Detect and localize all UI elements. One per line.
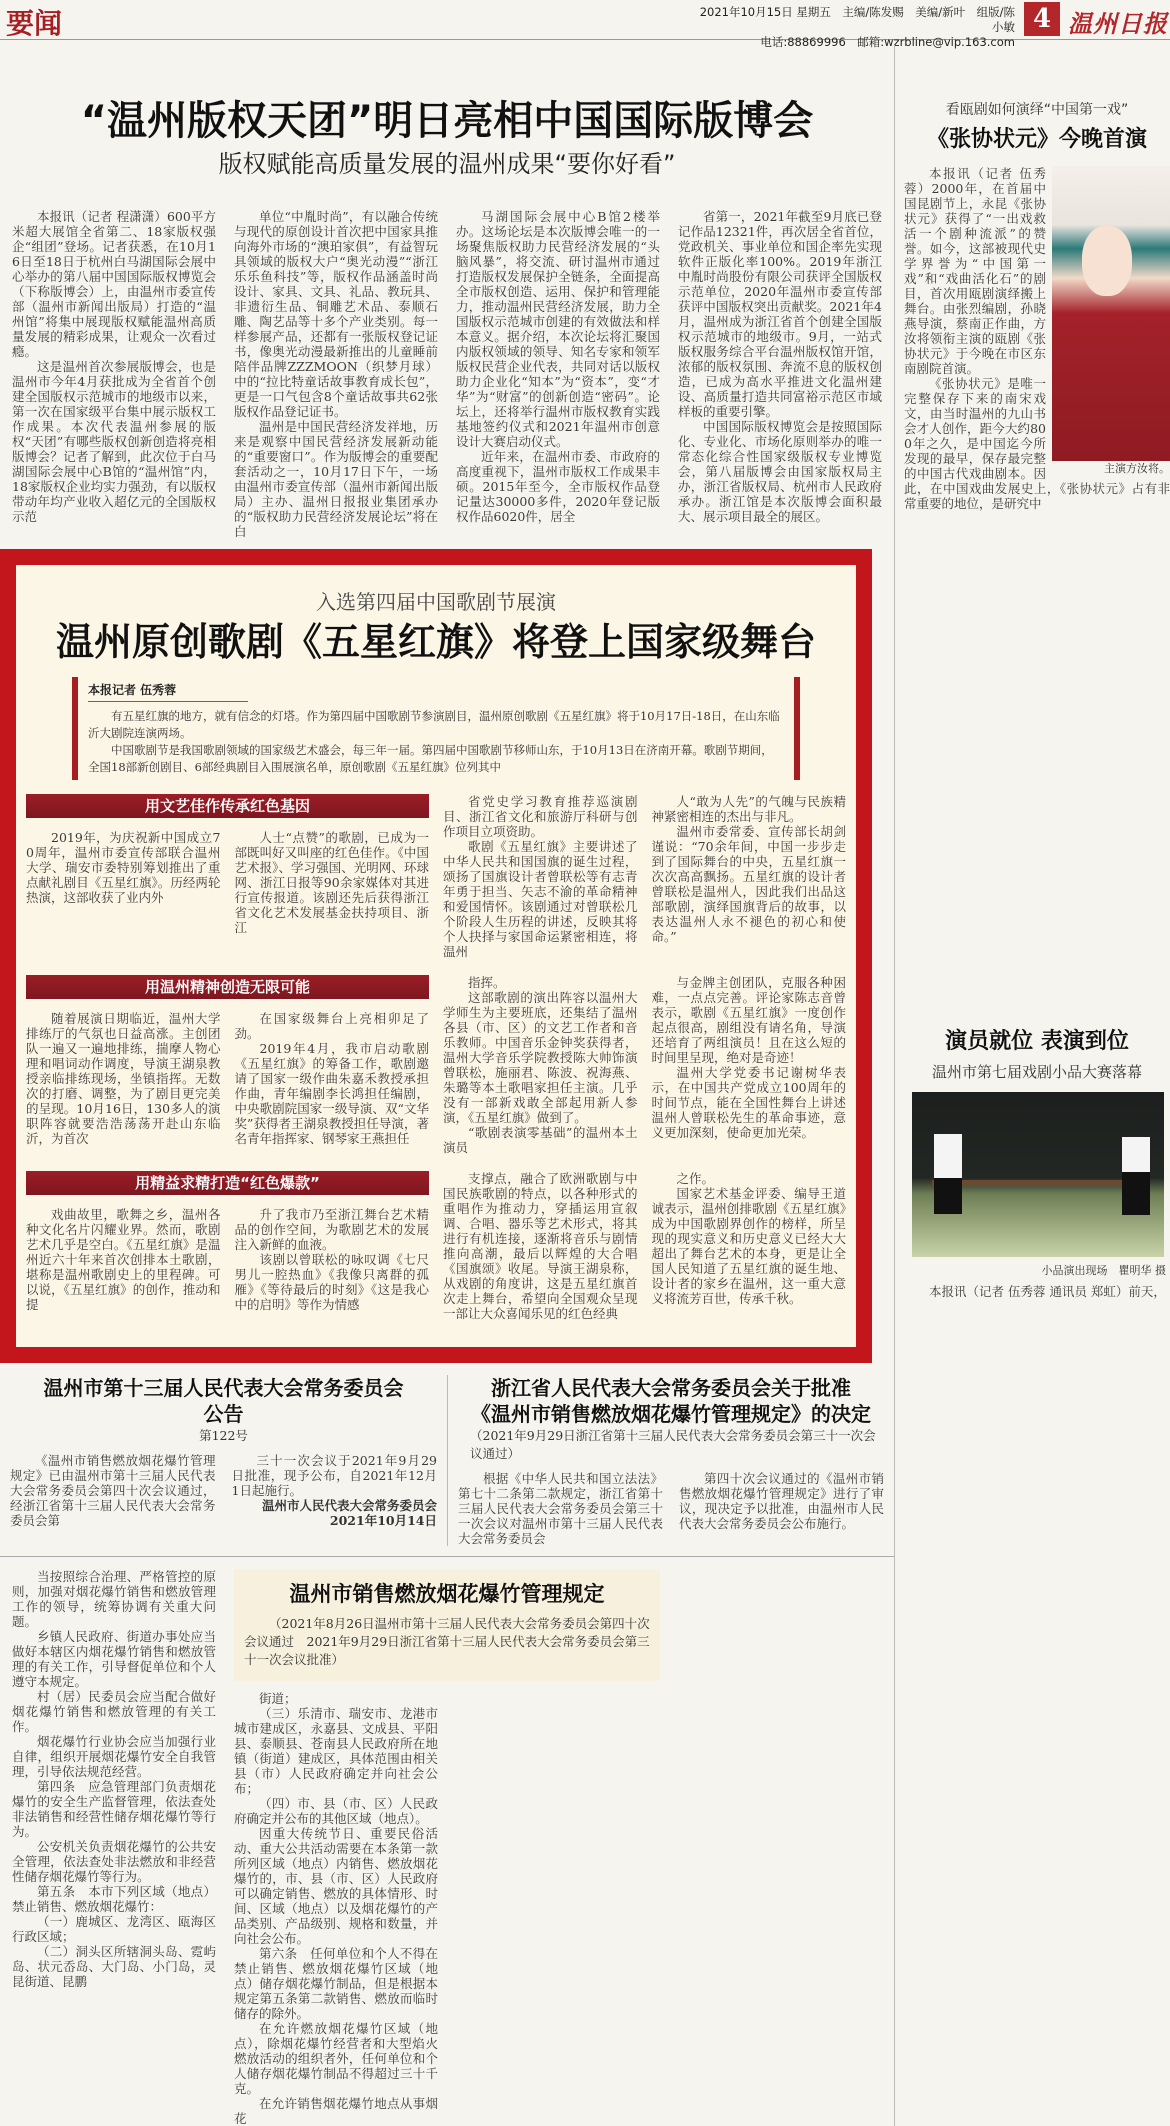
paragraph: 本报讯（记者 程潇潇）600平方米超大展馆全省第二、18家版权强企“组团”登场。记者获悉，在10月16日至18日于杭州白马湖国际会展中心举办的第八届中国国际版权博览会（下称版博会）上，由温州市委宣传部（温州市新闻出版局）打造的“温州馆”将集中展现版权赋能温州高质量发展的精彩成果，让观众一次看过瘾。 xyxy=(12,209,216,359)
feature-column xyxy=(235,1207,430,1321)
paragraph: 温州是中国民营经济发祥地，历来是观察中国民营经济发展新动能的“重要窗口”。作为版博会的重要配套活动之一，10月17日下午，一场由温州市委宣传部（温州市新闻出版局）主办、温州日报报业集团承办的“版权助力民营经济发展论坛”将在白 xyxy=(234,419,438,539)
paragraph: （一）鹿城区、龙湾区、瓯海区行政区域； xyxy=(12,1914,216,1944)
paragraph: 第五条 本市下列区域（地点）禁止销售、燃放烟花爆竹： xyxy=(12,1884,216,1914)
paragraph: 省党史学习教育推荐巡演剧目、浙江省文化和旅游厅科研与创作项目立项资助。 xyxy=(443,794,638,839)
left-area xyxy=(0,45,895,2126)
approval-decision xyxy=(447,1375,894,1546)
announcement-date: 2021年10月14日 xyxy=(329,1513,437,1528)
paragraph: 中国歌剧节是我国歌剧领域的国家级艺术盛会，每三年一届。第四届中国歌剧节移师山东，于10月13日在济南开幕。歌剧节期间，全国18部新创剧目、6部经典剧目入围展演名单，原创歌剧《五星红旗》位列其中 xyxy=(88,743,773,774)
feature-column xyxy=(443,1171,638,1321)
announcement-title-2: 公告 xyxy=(203,1402,244,1426)
feature-lead xyxy=(88,708,784,776)
paragraph: 近年来，在温州市委、市政府的高度重视下，温州市版权工作成果丰硕。2015年至今，全市版权作品登记量达30000多件，2020年登记版权作品6020件，居全 xyxy=(456,449,660,524)
paragraph: 村（居）民委员会应当配合做好烟花爆竹销售和燃放管理的有关工作。 xyxy=(12,1689,216,1734)
paragraph: 戏曲故里，歌舞之乡，温州各种文化名片闪耀业界。然而，歌剧艺术几乎是空白。《五星红旗》是温州近六十年来首次创排本土歌剧，堪称是温州歌剧史上的里程碑。可以说，《五星红旗》的创作，推动和提 xyxy=(26,1207,221,1312)
drama-subtitle: 温州市第七届戏剧小品大赛落幕 xyxy=(931,1063,1142,1081)
paragraph: （三）乐清市、瑞安市、龙港市城市建成区，永嘉县、文成县、平阳县、泰顺县、苍南县人民政府所在地镇（街道）建成区，具体范围由相关县（市）人民政府确定并向社会公布； xyxy=(234,1706,438,1796)
approval-title: 浙江省人民代表大会常务委员会关于批准 xyxy=(491,1376,851,1400)
lead-columns xyxy=(0,209,894,539)
announcement-title: 温州市第十三届人民代表大会常务委员会 xyxy=(43,1376,404,1400)
feature-column xyxy=(26,1207,221,1321)
paragraph: 人“敢为人先”的气魄与民族精神紧密相连的杰出与非凡。 xyxy=(651,794,846,824)
paragraph: 2019年4月，我市启动歌剧《五星红旗》的筹备工作，歌剧邀请了国家一级作曲朱嘉禾教授承担作曲，青年编剧李长鸿担任编剧，中央歌剧院国家一级导演、双“文华奖”获得者王湖泉教授担任导演，著名青年指挥家、钢琴家王燕担任 xyxy=(234,1041,429,1146)
feature-column xyxy=(26,1011,221,1155)
feature-inner xyxy=(16,565,856,1347)
actor-right xyxy=(1122,1137,1150,1215)
section-name: 要闻 xyxy=(6,7,63,40)
announcement-column-2 xyxy=(232,1453,438,1528)
paragraph: 中国国际版权博览会是按照国际化、专业化、市场化原则举办的唯一常态化综合性国家级版权专业博览会，第八届版博会由国家版权局主办，浙江省版权局、杭州市人民政府承办。浙江馆是本次版博会面积最大、展示项目最全的展区。 xyxy=(678,419,882,524)
opera-actor-photo xyxy=(1052,166,1170,461)
regulation xyxy=(0,1557,894,2126)
drama-photo-caption: 小品演出现场 瞿明华 摄 xyxy=(1041,1264,1166,1277)
announcement-column xyxy=(10,1453,216,1528)
paragraph: 《张协状元》是唯一完整保存下来的南宋戏文，由当时温州的九山书会才人创作，距今大约800年之久，是中国迄今所发现的最早，保存最完整的中国古代戏曲剧本。因此，在中国戏曲发展史上，《张协状元》占有非常重要的地位，是研究中 xyxy=(904,376,1170,511)
drama-body xyxy=(904,1284,1170,1299)
paragraph: 国家艺术基金评委、编导王道诚表示，温州创排歌剧《五星红旗》成为中国歌剧界创作的榜样，所呈现的现实意义和历史意义已经大大超出了舞台艺术的本身，更是让全国人民知道了五星红旗的诞生地、设计者的家乡在温州，这一重大意义将流芳百世，传承千秋。 xyxy=(651,1186,846,1306)
approval-column xyxy=(458,1471,663,1546)
feature-headline: 温州原创歌剧《五星红旗》将登上国家级舞台 xyxy=(55,619,816,664)
lead-bar xyxy=(794,677,800,780)
drama-stage-photo xyxy=(912,1092,1164,1257)
paragraph: 第四十次会议通过的《温州市销售燃放烟花爆竹管理规定》进行了审议，现决定予以批准，由温州市人民代表大会常务委员会公布施行。 xyxy=(679,1471,884,1531)
paragraph: 单位“中胤时尚”，有以融合传统与现代的原创设计首次把中国家具推向海外市场的“澳珀家俱”，有益智玩具领域的版权大户“奥光动漫”“浙江乐乐鱼科技”等，版权作品涵盖时尚设计、家具、文具、礼品、教玩具、非遗衍生品、铜雕艺术品、泰顺石雕、陶艺品等十多个产业类别。每一样参展产品，还都有一张版权登记证书，像奥光动漫最新推出的儿童睡前陪伴品牌ZZZMOON（织梦月球）中的“拉比特童话故事教育成长包”，更是一口气包含8个童话故事共62张版权作品登记证书。 xyxy=(234,209,438,419)
contact-line: 电话:88869996 邮箱:wzrbline@vip.163.com xyxy=(760,35,1015,49)
actor-face-shape xyxy=(1082,226,1132,296)
paragraph: 支撑点，融合了欧洲歌剧与中国民族歌剧的特点，以各种形式的重唱作为推动力，穿插运用宣叙调、合唱、器乐等艺术形式，将其进行有机连接，逐渐将音乐与剧情推向高潮，最后以辉煌的大合唱《国旗颂》收尾。导演王湖泉称，从戏剧的角度讲，这是五星红旗首次走上舞台，希望向全国观众呈现一部让大众喜闻乐见的红色经典 xyxy=(443,1171,638,1321)
drama-headline: 演员就位 表演到位 xyxy=(945,1028,1129,1054)
paragraph: “歌剧表演零基础”的温州本土演员 xyxy=(443,1125,638,1155)
paragraph: 随着展演日期临近，温州大学排练厅的气氛也日益高涨。主创团队一遍又一遍地排练，揣摩人物心理和唱词动作调度，导演王湖泉教授亲临排练现场，坐镇指挥。无数次的打磨、调整，为了剧目更完美的呈现。10月16日，130多人的演职阵容就要浩浩荡荡开赴山东临沂，为首次 xyxy=(26,1011,221,1146)
paragraph: 根据《中华人民共和国立法法》第七十二条第二款规定，浙江省第十三届人民代表大会常务委员会第三十一次会议对温州市第十三届人民代表大会常务委员会 xyxy=(458,1471,663,1546)
paragraph: 本报讯（记者 伍秀蓉 通讯员 郑虹）前天， xyxy=(929,1284,1166,1299)
lead-column xyxy=(678,209,882,539)
opera-kicker: 看瓯剧如何演绎“中国第一戏” xyxy=(945,102,1129,118)
regulation-title: 温州市销售燃放烟花爆竹管理规定 xyxy=(289,1581,605,1606)
newspaper-logo: 温州日报 xyxy=(1068,9,1168,38)
seesaw-plank xyxy=(932,1180,1146,1186)
feature-kicker: 入选第四届中国歌剧节展演 xyxy=(316,590,556,614)
announcement-number: 第122号 xyxy=(199,1428,248,1443)
date-line: 2021年10月15日 星期五 主编/陈发赐 美编/新叶 组版/陈小敏 xyxy=(699,5,1015,34)
paragraph: 歌剧《五星红旗》主要讲述了中华人民共和国国旗的诞生过程，颂扬了国旗设计者曾联松等有志青年勇于担当、矢志不渝的革命精神和爱国情怀。该剧通过对曾联松几个阶段人生历程的讲述，反映其将个人抉择与家国命运紧密相连，将温州 xyxy=(443,839,638,959)
paragraph: 三十一次会议于2021年9月29日批准，现予公布，自2021年12月1日起施行。 xyxy=(231,1453,437,1498)
lead-story xyxy=(0,45,894,549)
paragraph: 有五星红旗的地方，就有信念的灯塔。作为第四届中国歌剧节参演剧目，温州原创歌剧《五星红旗》将于10月17日-18日，在山东临沂大剧院连演两场。 xyxy=(88,709,780,740)
paragraph: 在国家级舞台上亮相卯足了劲。 xyxy=(234,1011,429,1041)
feature-lead-content xyxy=(78,677,794,780)
opera-photo-figure xyxy=(1052,166,1170,476)
approval-note: （2021年9月29日浙江省第十三届人民代表大会常务委员会第三十一次会议通过） xyxy=(470,1428,876,1461)
feature-column xyxy=(235,830,430,959)
paragraph: 乡镇人民政府、街道办事处应当做好本辖区内烟花爆竹销售和燃放管理的有关工作，引导督促单位和个人遵守本规定。 xyxy=(12,1629,216,1689)
paragraph: 烟花爆竹行业协会应当加强行业自律，组织开展烟花爆竹安全自我管理，引导依法规范经营。 xyxy=(12,1734,216,1779)
paragraph: 本报讯（记者 伍秀蓉）2000年，在首届中国昆剧节上，永昆《张协状元》获得了“一出戏救活一个剧种流派”的赞誉。如今，这部被现代史学界誉为“中国第一戏”和“戏曲活化石”的剧目，首次用瓯剧演绎搬上舞台。由张烈编剧，孙晓燕导演，蔡南正作曲，方汝将领衔主演的瓯剧《张协状元》于今晚在市区东南剧院首演。 xyxy=(904,166,1046,376)
regulation-column xyxy=(12,1569,216,2126)
feature-lead-block xyxy=(72,677,800,780)
paragraph: 这是温州首次参展版博会，也是温州市今年4月获批成为全省首个创建全国版权示范城市的地级市以来，第一次在国家级平台集中展示版权工作成果。本次代表温州参展的版权“天团”有哪些版权创新创造将亮相版博会？记者了解到，此次位于白马湖国际会展中心B馆的“温州馆”内，18家版权企业均实力强劲，有以版权带动年均产业收入超亿元的全国版权示范 xyxy=(12,359,216,524)
lead-column xyxy=(234,209,438,539)
opera-body-wrap xyxy=(904,166,1170,511)
announcement xyxy=(0,1375,447,1546)
paragraph: 人士“点赞”的歌剧，已成为一部既叫好又叫座的红色佳作。《中国艺术报》、学习强国、光明网、环球网、浙江日报等90余家媒体对其进行宣传报道。该剧还先后获得浙江省文化艺术发展基金扶持项目、浙江 xyxy=(234,830,429,935)
feature-column xyxy=(652,794,847,959)
page-number: 4 xyxy=(1024,2,1060,36)
actor-left xyxy=(934,1134,962,1214)
paragraph: 与金牌主创团队，克服各种困难，一点点完善。评论家陈志音曾表示，歌剧《五星红旗》一度创作起点很高，剧组没有请名角，导演还培育了两组演员！且在这么短的时间里呈现，绝对是奇迹！ xyxy=(651,975,846,1065)
paragraph: 省第一，2021年截至9月底已登记作品12321件，再次居全省首位，党政机关、事业单位和国企率先实现软件正版化率100%。2019年浙江中胤时尚股份有限公司获评全国版权示范单位，2020年温州市委宣传部获评中国版权突出贡献奖。2021年4月，温州成为浙江省首个创建全国版权示范城市的地级市。9月，一站式版权服务综合平台温州版权馆开馆，浓郁的版权氛围、奔流不息的版权创造，已成为高水平推进文化温州建设、高质量打造共同富裕示范区市域样板的重要引擎。 xyxy=(678,209,882,419)
regulation-title-box xyxy=(234,1569,660,1681)
paragraph: 当按照综合治理、严格管控的原则，加强对烟花爆竹销售和燃放管理工作的领导，统筹协调有关重大问题。 xyxy=(12,1569,216,1629)
announcement-text xyxy=(232,1453,438,1498)
feature-column xyxy=(26,830,221,959)
paragraph: 温州大学党委书记谢树华表示，在中国共产党成立100周年的时间节点，能在全国性舞台上讲述温州人曾联松先生的革命事迹，意义更加深刻，使命更加光荣。 xyxy=(651,1065,846,1140)
opera-feature-box xyxy=(0,549,872,1363)
feature-section xyxy=(26,794,846,959)
approval-columns xyxy=(458,1471,884,1546)
feature-column xyxy=(443,975,638,1155)
paragraph: 这部歌剧的演出阵容以温州大学师生为主要班底，还集结了温州各县（市、区）的文艺工作者和音乐教师。中国音乐金钟奖获得者，温州大学音乐学院教授陈大帅饰演曾联松，施丽君、陈波、祝海燕、朱璐等本土歌唱家担任主演。几乎没有一部新戏敢全部起用新人参演，《五星红旗》做到了。 xyxy=(443,990,638,1125)
paragraph: 温州市委常委、宣传部长胡剑谨说：“70余年间，中国一步步走到了国际舞台的中央，五星红旗一次次高高飘扬。五星红旗的设计者曾联松是温州人，因此我们出品这部歌剧，演绎国旗背后的故事，以表达温州人永不褪色的初心和使命。” xyxy=(651,824,846,944)
feature-column xyxy=(652,975,847,1155)
section-heading: 用文艺佳作传承红色基因 xyxy=(26,794,429,818)
paragraph: 因重大传统节日、重要民俗活动、重大公共活动需要在本条第一款所列区域（地点）内销售、燃放烟花爆竹的，市、县（市、区）人民政府可以确定销售、燃放的具体情形、时间、区域（地点）以及烟花爆竹的产品类别、产品级别、规格和数量，并向社会公布。 xyxy=(234,1826,438,1946)
paragraph: 《温州市销售燃放烟花爆竹管理规定》已由温州市第十三届人民代表大会常务委员会第四十次会议通过，经浙江省第十三届人民代表大会常务委员会第 xyxy=(10,1453,216,1528)
feature-section xyxy=(26,1171,846,1321)
paragraph: 公安机关负责烟花爆竹的公共安全管理，依法查处非法燃放和非经营性储存烟花爆竹等行为。 xyxy=(12,1839,216,1884)
paragraph: 在允许燃放烟花爆竹区域（地点），除烟花爆竹经营者和大型焰火燃放活动的组织者外，任何单位和个人储存烟花爆竹制品不得超过三十千克。 xyxy=(234,2021,438,2096)
feature-section xyxy=(26,975,846,1155)
announcement-columns xyxy=(10,1453,437,1528)
paragraph: 第六条 任何单位和个人不得在禁止销售、燃放烟花爆竹区域（地点）储存烟花爆竹制品，但是根据本规定第五条第二款销售、燃放而临时储存的除外。 xyxy=(234,1946,438,2021)
section-heading: 用温州精神创造无限可能 xyxy=(26,975,429,999)
announcement-signature: 温州市人民代表大会常务委员会 xyxy=(261,1498,437,1513)
opera-story xyxy=(904,45,1170,1016)
opera-headline: 《张协状元》今晚首演 xyxy=(926,126,1147,152)
paragraph: 该剧以曾联松的咏叹调《七尺男儿一腔热血》《我像只离群的孤雁》《等待最后的时刻》《这是我心中的启明》等作为情感 xyxy=(234,1252,429,1312)
regulation-note: （2021年8月26日温州市第十三届人民代表大会常务委员会第四十次会议通过 2021年9月29日浙江省第十三届人民代表大会常务委员会第三十一次会议批准） xyxy=(244,1616,650,1667)
feature-column xyxy=(235,1011,430,1155)
paragraph: 升了我市乃至浙江舞台艺术精品的创作空间，为歌剧艺术的发展注入新鲜的血液。 xyxy=(234,1207,429,1252)
paragraph: 指挥。 xyxy=(468,975,506,990)
paragraph: 第四条 应急管理部门负责烟花爆竹的安全生产监督管理，依法查处非法销售和经营性储存烟花爆竹等行为。 xyxy=(12,1779,216,1839)
issue-info xyxy=(690,5,1015,50)
right-area xyxy=(904,45,1170,1299)
lead-column xyxy=(12,209,216,539)
regulation-column xyxy=(234,1691,438,2126)
feature-column xyxy=(652,1171,847,1321)
paragraph: （四）市、县（市、区）人民政府确定并公布的其他区域（地点）。 xyxy=(234,1796,438,1826)
drama-story xyxy=(904,1016,1170,1299)
feature-byline: 本报记者 伍秀蓉 xyxy=(88,681,248,702)
lead-headline: “温州版权天团”明日亮相中国国际版博会 xyxy=(80,98,814,144)
page-layout xyxy=(0,45,1170,2126)
section-heading: 用精益求精打造“红色爆款” xyxy=(26,1171,429,1195)
opera-photo-caption: 主演方汝将。 xyxy=(1104,462,1170,475)
masthead xyxy=(0,0,1170,49)
approval-title-2: 《温州市销售燃放烟花爆竹管理规定》的决定 xyxy=(471,1402,871,1426)
lead-subtitle: 版权赋能高质量发展的温州成果“要你好看” xyxy=(218,150,676,178)
paragraph: 马湖国际会展中心B馆2楼举办。这场论坛是本次版博会唯一的一场聚焦版权助力民营经济发展的“头脑风暴”，将交流、研讨温州市通过打造版权发展保护全链条，全面提高全市版权创造、运用、保护和管理能力，推动温州民营经济发展，助力全国版权示范城市创建的有效做法和样本意义。据介绍，本次论坛将汇聚国内版权领域的领导、知名专家和领军版权民营企业代表，共同对话以版权助力企业化“知本”为“资本”，变“才华”为“财富”的创新创造“密码”。论坛上，还将举行温州市版权教育实践基地签约仪式和2021年温州市创意设计大赛启动仪式。 xyxy=(456,209,660,449)
announcements-row xyxy=(0,1363,894,1557)
feature-column xyxy=(443,794,638,959)
paragraph: 2019年，为庆祝新中国成立70周年，温州市委宣传部联合温州大学、瑞安市委特别筹划推出了重点献礼剧目《五星红旗》。历经两轮热演，这部收获了业内外 xyxy=(26,830,221,905)
paragraph: （二）洞头区所辖洞头岛、霓屿岛、状元岙岛、大门岛、小门岛，灵昆街道、昆鹏 xyxy=(12,1944,216,1989)
paragraph: 在允许销售烟花爆竹地点从事烟花 xyxy=(234,2096,438,2126)
paragraph: 之作。 xyxy=(676,1171,715,1186)
paragraph: 街道； xyxy=(259,1691,297,1706)
approval-column xyxy=(679,1471,884,1546)
lead-column xyxy=(456,209,660,539)
